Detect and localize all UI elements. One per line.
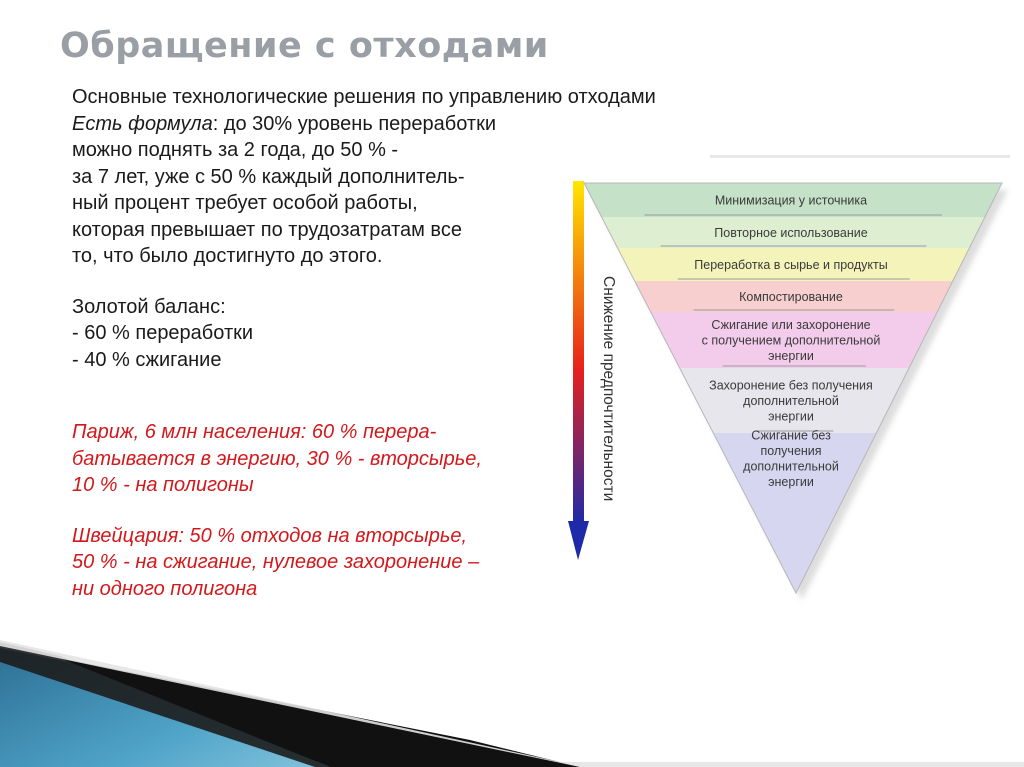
- pyramid-level-7-label: Сжигание без: [751, 428, 831, 443]
- pyramid-level-7-label: энергии: [768, 474, 814, 489]
- formula-label: Есть формула: [72, 112, 213, 135]
- pyramid-level-4-label: Компостирование: [739, 290, 843, 304]
- pyramid-level-6-label: энергии: [768, 409, 814, 424]
- preference-arrow: [568, 181, 589, 560]
- balance-heading: Золотой баланс:: [72, 295, 226, 318]
- pyramid-level-5-label: энергии: [768, 349, 814, 363]
- intro-line-1: Основные технологические решения по управлению отходами: [72, 86, 656, 108]
- pyramid-level-5-label: с получением дополнительной: [701, 333, 881, 348]
- paris-line-1: Париж, 6 млн населения: 60 % перера-: [72, 421, 437, 443]
- intro-line-7: то, что было достигнуто до этого.: [72, 245, 383, 267]
- slide-title: Обращение с отходами: [60, 26, 549, 66]
- decorative-swoosh: [0, 640, 1024, 767]
- swiss-line-1: Швейцария: 50 % отходов на вторсырье,: [72, 524, 468, 547]
- intro-line-6: которая превышает по трудозатратам все: [72, 218, 462, 241]
- paris-line-3: 10 % - на полигоны: [72, 474, 254, 496]
- paris-line-2: батывается в энергию, 30 % - вторсырье,: [72, 447, 482, 470]
- intro-line-2: [72, 111, 572, 138]
- balance-item-2: - 40 % сжигание: [72, 348, 222, 371]
- waste-hierarchy-diagram: [560, 150, 1020, 610]
- pyramid-level-6-label: дополнительной: [743, 394, 839, 408]
- intro-line-3: можно поднять за 2 года, до 50 % -: [72, 139, 399, 161]
- pyramid-level-2-label: Повторное использование: [714, 226, 868, 240]
- swiss-line-3: ни одного полигона: [72, 577, 258, 600]
- pyramid-level-5-label: Сжигание или захоронение: [711, 318, 871, 332]
- pyramid-level-6-label: Захоронение без получения: [709, 378, 873, 393]
- intro-line-4: за 7 лет, уже с 50 % каждый дополнитель-: [72, 165, 465, 188]
- pyramid-level-1-label: Минимизация у источника: [714, 193, 868, 208]
- pyramid-level-7-label: дополнительной: [743, 459, 839, 474]
- swiss-line-2: 50 % - на сжигание, нулевое захоронение –: [72, 551, 480, 573]
- formula-text: : до 30% уровень переработки: [212, 112, 496, 135]
- pyramid-level-7-label: получения: [760, 443, 822, 458]
- arrow-label: Снижение предпочтительности: [600, 276, 617, 502]
- pyramid-level-3-label: Переработка в сырье и продукты: [694, 258, 888, 272]
- balance-item-1: - 60 % переработки: [72, 322, 254, 344]
- intro-line-5: ный процент требует особой работы,: [72, 192, 418, 214]
